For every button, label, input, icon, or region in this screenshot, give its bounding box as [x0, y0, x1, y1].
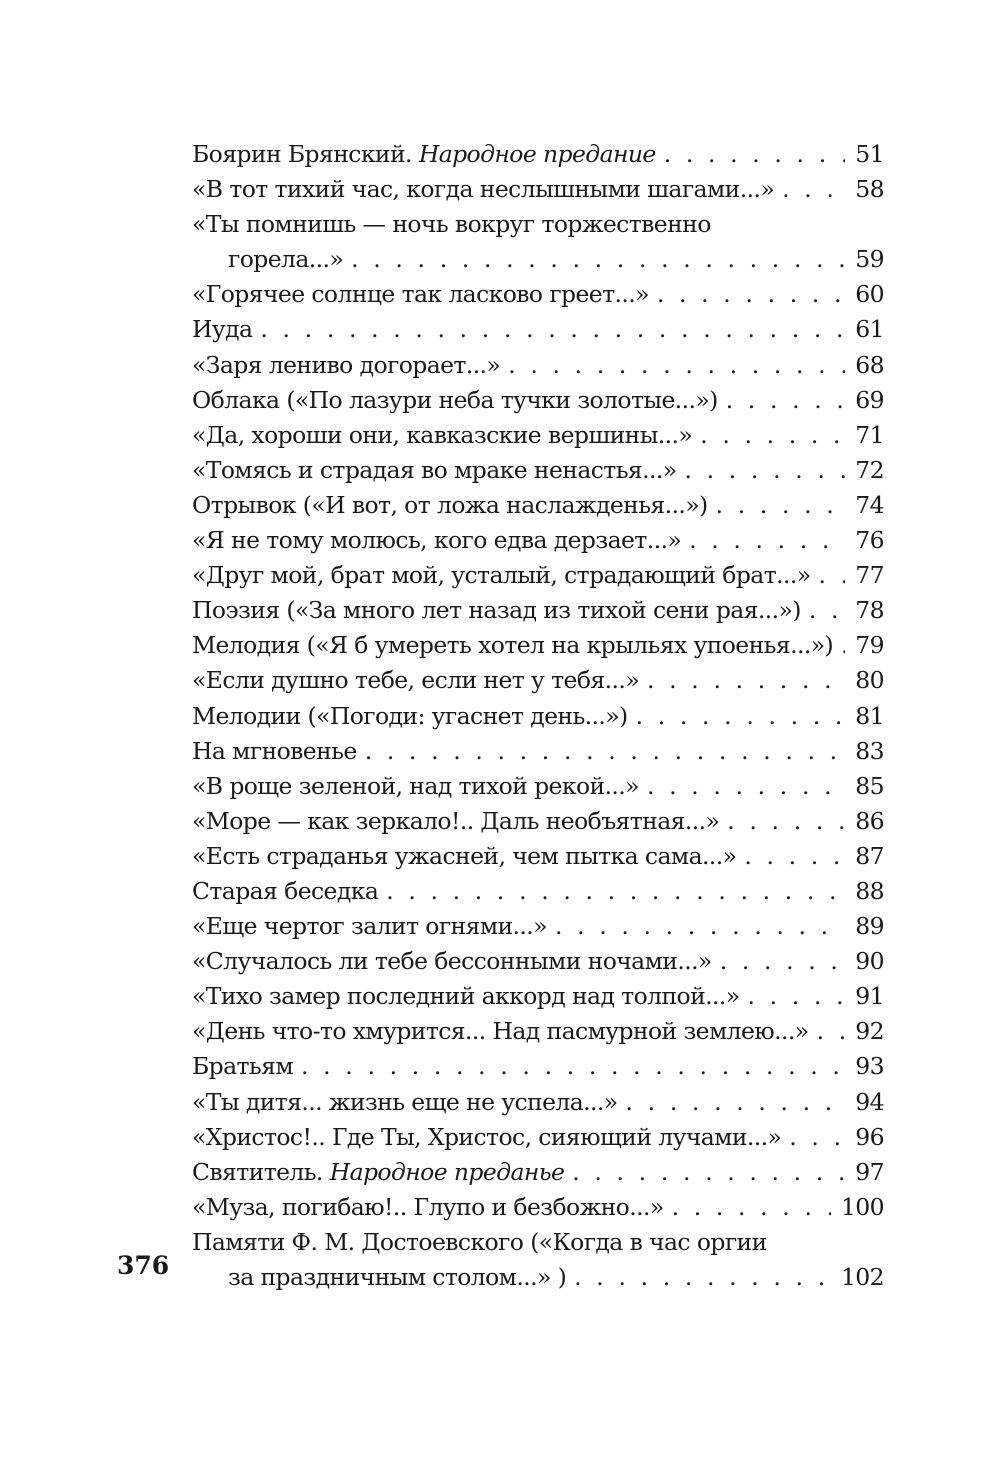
dot-leader [789, 1120, 845, 1155]
entry-title: «В тот тихий час, когда неслышными шагами...» [192, 175, 775, 204]
entry-title-continued: за праздничным столом...» ) [228, 1263, 567, 1291]
dot-leader [626, 1085, 846, 1120]
entry-page: 91 [855, 982, 884, 1011]
toc-line [192, 909, 884, 944]
dot-leader [809, 593, 845, 628]
entry-page: 79 [855, 631, 884, 660]
dot-leader [386, 874, 845, 909]
page-number: 376 [117, 1251, 170, 1280]
entry-title: «Тихо замер последний аккорд над толпой...» [192, 982, 740, 1011]
toc-line [192, 137, 884, 172]
toc-entry [192, 1120, 884, 1155]
entry-page: 90 [855, 947, 884, 976]
entry-page: 93 [855, 1052, 884, 1081]
dot-leader [508, 348, 845, 383]
toc-line [192, 979, 884, 1014]
toc-line [192, 453, 884, 488]
toc-line [192, 1190, 884, 1225]
dot-leader [555, 909, 845, 944]
entry-title: На мгновенье [192, 736, 357, 765]
entry-title: Старая беседка [192, 876, 379, 905]
entry-title: «Муза, погибаю!.. Глупо и безбожно...» [192, 1192, 664, 1221]
toc-entry [192, 558, 884, 593]
toc-entry [192, 418, 884, 453]
entry-page: 96 [855, 1122, 884, 1151]
toc-entry [192, 909, 884, 944]
toc-entry [192, 488, 884, 523]
dot-leader [636, 699, 846, 734]
entry-title: «Друг мой, брат мой, усталый, страдающий брат...» [192, 561, 811, 590]
toc-line [192, 383, 884, 418]
entry-title: «Заря лениво догорает...» [192, 350, 501, 379]
entry-title: Мелодия («Я б умереть хотел на крыльях упоенья...») [192, 631, 834, 660]
entry-title: «Если душно тебе, если нет у тебя...» [192, 666, 640, 695]
dot-leader [689, 523, 845, 558]
toc-entry [192, 628, 884, 663]
entry-subtitle: Народное предание [418, 140, 656, 168]
toc-line [192, 628, 884, 663]
toc-entry [192, 1085, 884, 1120]
entry-title: «Я не тому молюсь, кого едва дерзает...» [192, 526, 682, 555]
entry-title: «Есть страданья ужасней, чем пытка сама...» [192, 841, 737, 870]
entry-title: «Горячее солнце так ласково греет...» [192, 280, 649, 309]
dot-leader [351, 242, 845, 277]
entry-page: 58 [855, 175, 884, 204]
dot-leader [647, 663, 845, 698]
entry-title-continued: горела...» [228, 245, 344, 274]
entry-page: 59 [855, 245, 884, 274]
toc-entry [192, 1155, 884, 1190]
toc-line [192, 944, 884, 979]
dot-leader [574, 1260, 831, 1295]
dot-leader [748, 979, 846, 1014]
toc-entry [192, 137, 884, 172]
entry-page: 60 [855, 280, 884, 309]
entry-title: «Томясь и страдая во мраке ненастья...» [192, 455, 677, 484]
toc-line [192, 488, 884, 523]
toc-entry [192, 734, 884, 769]
toc-entry [192, 453, 884, 488]
toc-line [192, 207, 884, 242]
dot-leader [260, 312, 845, 347]
dot-leader [365, 734, 846, 769]
dot-leader [716, 488, 846, 523]
entry-page: 77 [855, 561, 884, 590]
toc-line [192, 172, 884, 207]
toc-line [192, 418, 884, 453]
toc-line [192, 874, 884, 909]
toc-entry [192, 593, 884, 628]
dot-leader [301, 1049, 845, 1084]
toc-entry [192, 1014, 884, 1049]
entry-page: 85 [855, 771, 884, 800]
toc-line [192, 1049, 884, 1084]
toc-line [192, 523, 884, 558]
toc-line [192, 1085, 884, 1120]
entry-page: 83 [855, 736, 884, 765]
toc-line [192, 804, 884, 839]
entry-page: 92 [855, 1017, 884, 1046]
entry-title: Мелодии («Погоди: угаснет день...») [192, 701, 628, 730]
toc-entry [192, 979, 884, 1014]
entry-page: 78 [855, 596, 884, 625]
entry-title: «Случалось ли тебе бессонными ночами...» [192, 947, 712, 976]
toc-line [192, 1014, 884, 1049]
dot-leader [664, 137, 846, 172]
entry-title: «Ты дитя... жизнь еще не успела...» [192, 1087, 618, 1116]
toc-line-continued [192, 242, 884, 277]
toc-line [192, 769, 884, 804]
toc-entry [192, 1190, 884, 1225]
entry-title: «Ты помнишь — ночь вокруг торжественно [192, 210, 711, 239]
entry-page: 68 [855, 350, 884, 379]
toc-entry [192, 277, 884, 312]
entry-page: 89 [855, 912, 884, 941]
toc-entry [192, 523, 884, 558]
entry-page: 71 [855, 420, 884, 449]
entry-page: 74 [855, 490, 884, 519]
toc-line [192, 593, 884, 628]
toc-entry [192, 874, 884, 909]
entry-title: Иуда [192, 315, 253, 344]
entry-page: 80 [855, 666, 884, 695]
toc-line [192, 348, 884, 383]
entry-page: 51 [855, 140, 884, 168]
toc-entry [192, 944, 884, 979]
entry-page: 69 [855, 385, 884, 414]
entry-page: 102 [840, 1263, 884, 1291]
toc-entry [192, 172, 884, 207]
toc-line-continued [192, 1260, 884, 1295]
toc-line [192, 312, 884, 347]
toc-line [192, 699, 884, 734]
toc-entry [192, 1225, 884, 1295]
dot-leader [672, 1190, 831, 1225]
entry-page: 86 [855, 806, 884, 835]
entry-page: 97 [855, 1157, 884, 1186]
dot-leader [782, 172, 845, 207]
entry-title: «День что-то хмурится... Над пасмурной землею...» [192, 1017, 809, 1046]
dot-leader [744, 839, 845, 874]
toc-line [192, 1120, 884, 1155]
entry-page: 72 [855, 455, 884, 484]
toc-line [192, 734, 884, 769]
toc-line [192, 839, 884, 874]
toc-entry [192, 207, 884, 277]
entry-page: 87 [855, 841, 884, 870]
toc-entry [192, 839, 884, 874]
toc-entry [192, 663, 884, 698]
dot-leader [572, 1155, 845, 1190]
entry-page: 100 [840, 1192, 884, 1221]
entry-subtitle: Народное преданье [329, 1157, 565, 1186]
entry-title: Облака («По лазури неба тучки золотые...») [192, 385, 718, 414]
entry-title: «Море — как зеркало!.. Даль необъятная...» [192, 806, 720, 835]
entry-page: 88 [855, 876, 884, 905]
toc-line [192, 558, 884, 593]
entry-page: 76 [855, 526, 884, 555]
toc-line [192, 277, 884, 312]
toc-entry [192, 1049, 884, 1084]
toc-entry [192, 769, 884, 804]
dot-leader [720, 944, 846, 979]
entry-title: Поэзия («За много лет назад из тихой сени рая...») [192, 596, 801, 625]
toc-line [192, 663, 884, 698]
toc-line [192, 1225, 884, 1260]
toc-entry [192, 383, 884, 418]
dot-leader [726, 383, 846, 418]
dot-leader [841, 628, 845, 663]
entry-page: 94 [855, 1087, 884, 1116]
toc-entry [192, 312, 884, 347]
entry-title: «В роще зеленой, над тихой рекой...» [192, 771, 639, 800]
entry-title: «Христос!.. Где Ты, Христос, сияющий лучами...» [192, 1122, 782, 1151]
dot-leader [685, 453, 846, 488]
entry-title: Памяти Ф. М. Достоевского («Когда в час оргии [192, 1227, 767, 1256]
dot-leader [727, 804, 845, 839]
dot-leader [657, 277, 845, 312]
toc-entry [192, 348, 884, 383]
entry-page: 61 [855, 315, 884, 344]
entry-title: Святитель. Народное преданье [192, 1157, 565, 1186]
entry-title: «Еще чертог залит огнями...» [192, 912, 547, 941]
table-of-contents [192, 137, 884, 1295]
entry-page: 81 [855, 701, 884, 730]
entry-title: Братьям [192, 1052, 294, 1081]
entry-title: Боярин Брянский. Народное предание [192, 140, 656, 168]
entry-title: «Да, хороши они, кавказские вершины...» [192, 420, 693, 449]
dot-leader [819, 558, 846, 593]
dot-leader [647, 769, 845, 804]
entry-title: Отрывок («И вот, от ложа наслажденья...») [192, 490, 708, 519]
toc-entry [192, 804, 884, 839]
toc-entry [192, 699, 884, 734]
toc-line [192, 1155, 884, 1190]
dot-leader [700, 418, 845, 453]
dot-leader [817, 1014, 846, 1049]
